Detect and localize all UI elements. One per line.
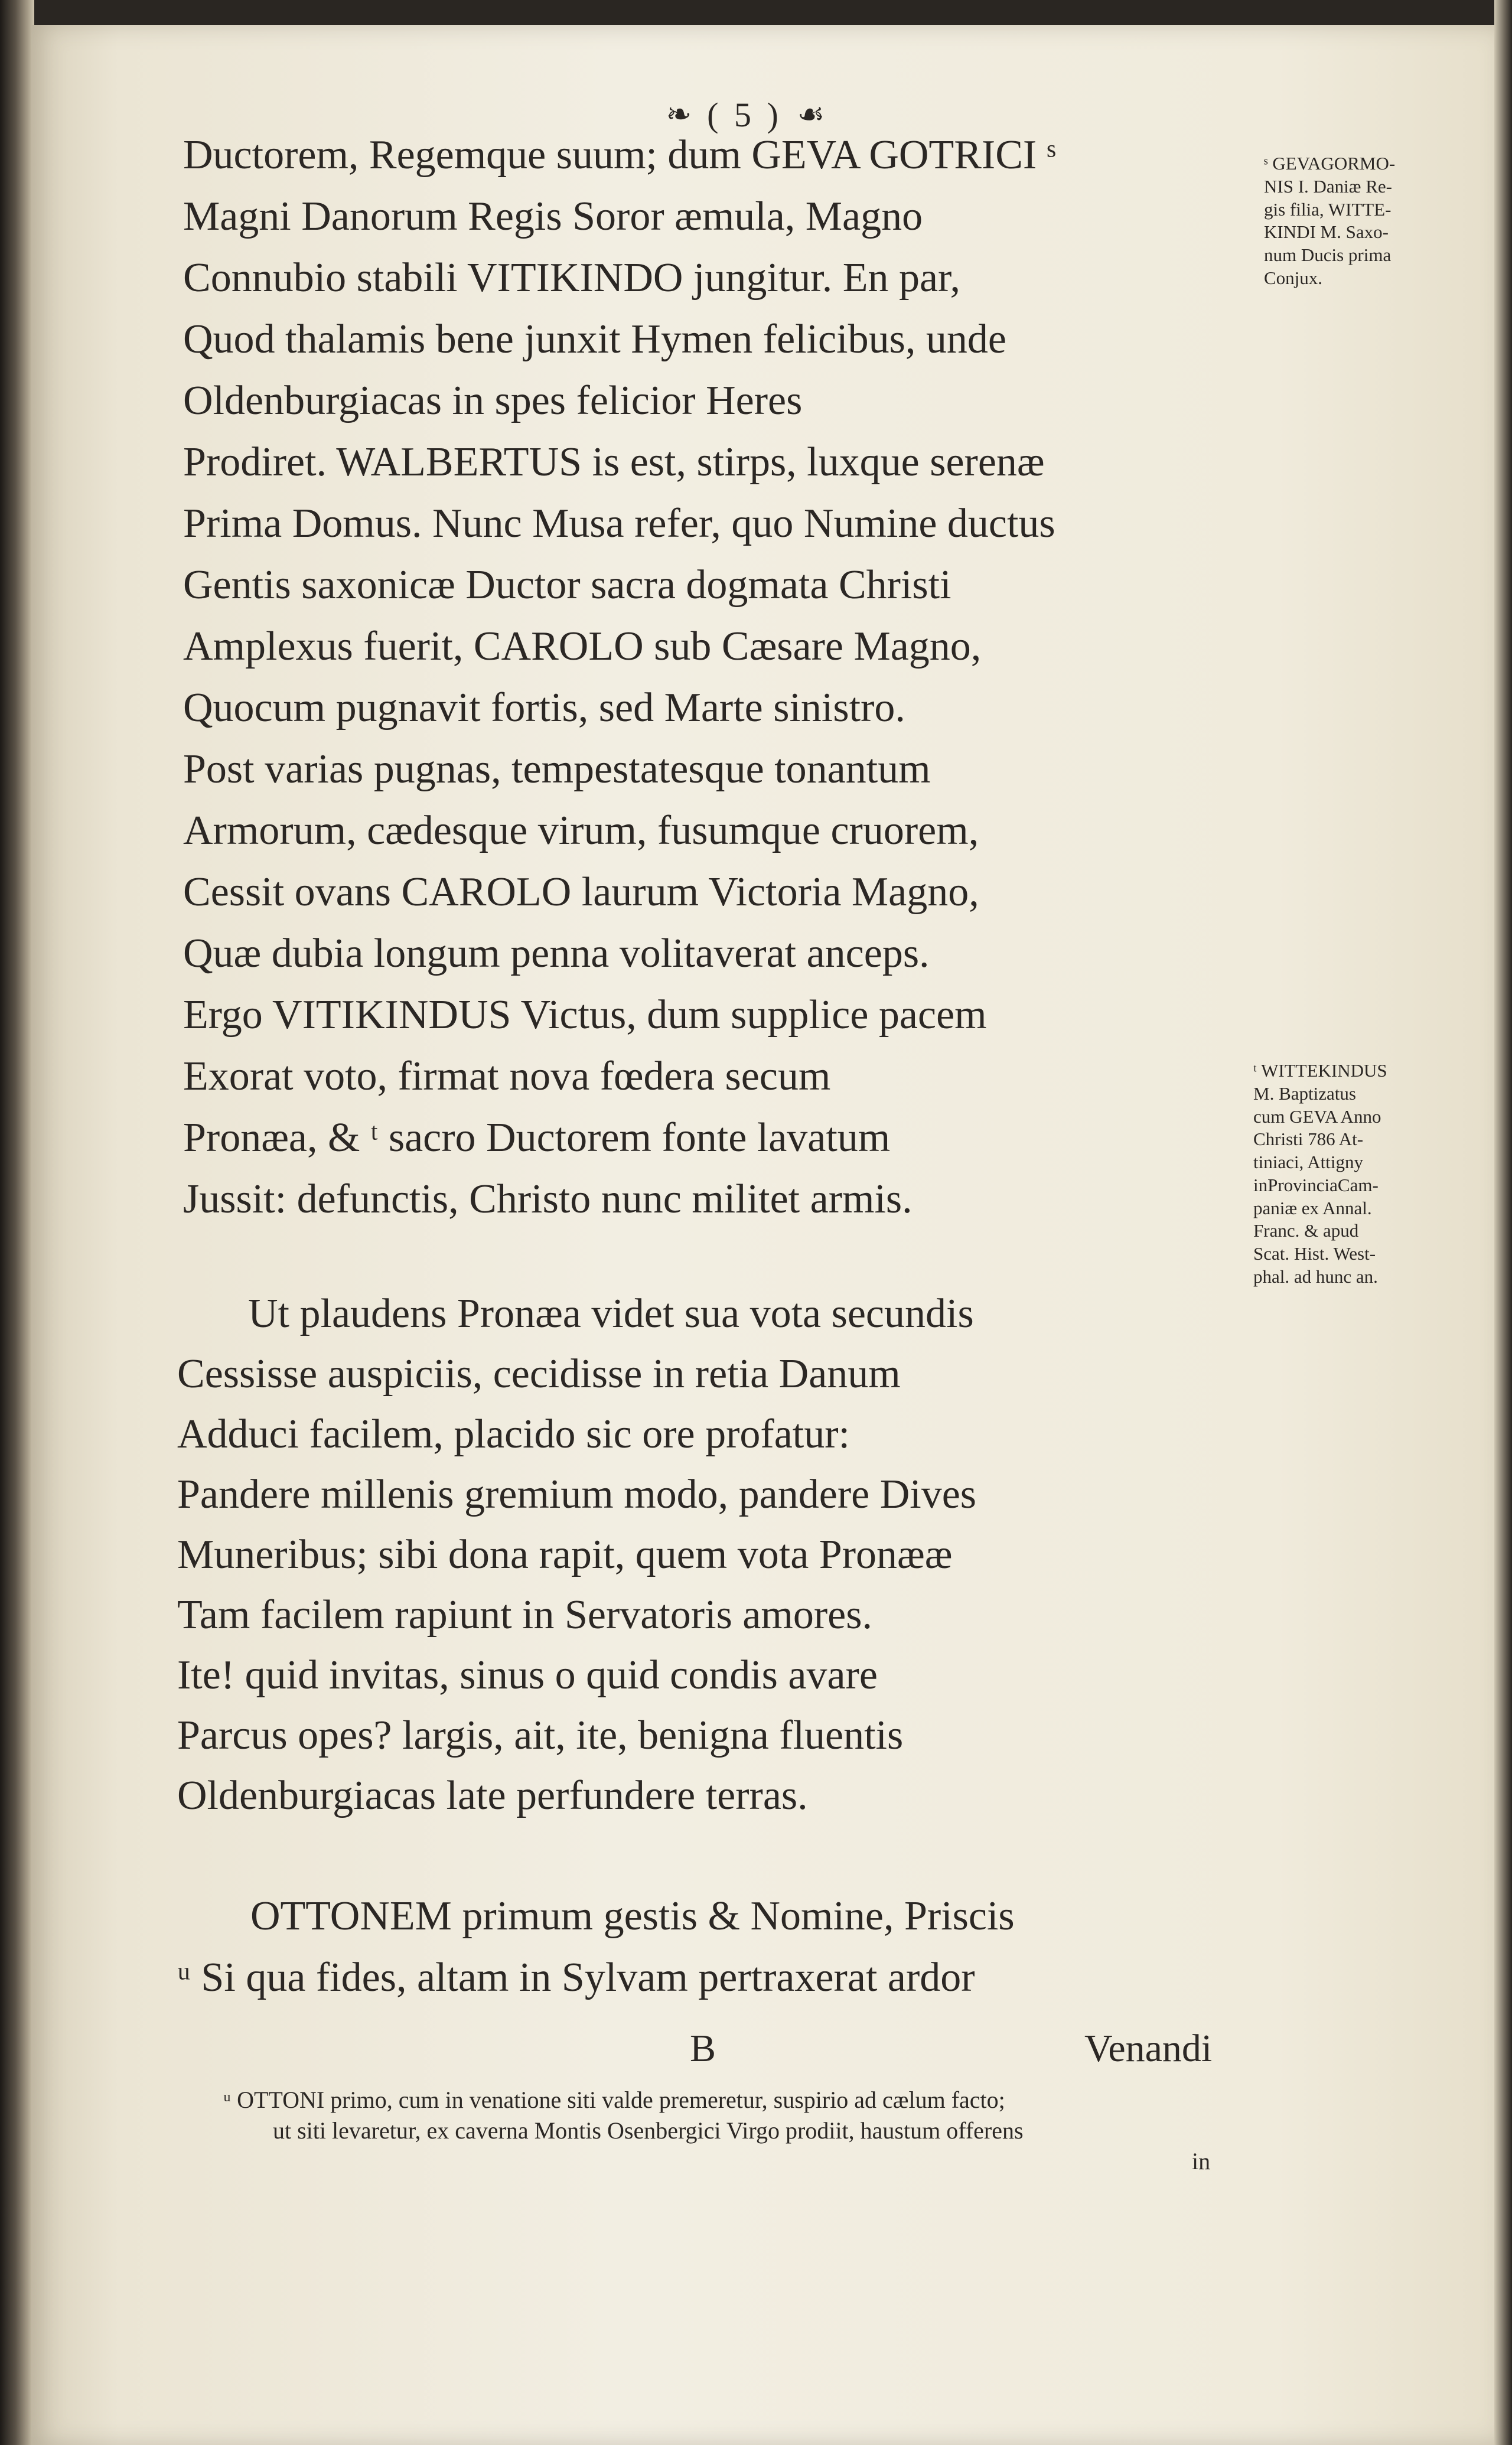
verse-line: Quod thalamis bene junxit Hymen felicibus, unde <box>183 317 1006 362</box>
side-note-line: ᵗ WITTEKINDUS <box>1253 1060 1387 1081</box>
side-note-line: NIS I. Daniæ Re- <box>1264 175 1392 197</box>
verse-line: Connubio stabili VITIKINDO jungitur. En par, <box>183 255 961 301</box>
verse-line: Tam facilem rapiunt in Servatoris amores. <box>177 1592 872 1638</box>
side-note-line: Scat. Hist. West- <box>1253 1243 1376 1264</box>
page-right-edge <box>1494 0 1512 2445</box>
verse-line: Parcus opes? largis, ait, ite, benigna fluentis <box>177 1713 904 1758</box>
side-note-s <box>1264 152 1395 290</box>
side-note-line: inProvinciaCam- <box>1253 1174 1379 1195</box>
side-note-line: tiniaci, Attigny <box>1253 1152 1363 1172</box>
verse-line: Cessisse auspiciis, cecidisse in retia Danum <box>177 1351 901 1397</box>
verse-line: Adduci facilem, placido sic ore profatur: <box>177 1411 850 1457</box>
side-note-line: Conjux. <box>1264 267 1323 288</box>
side-note-t <box>1253 1060 1387 1289</box>
verse-line: Post varias pugnas, tempestatesque tonantum <box>183 746 931 792</box>
signature-mark: B <box>690 2027 716 2070</box>
side-note-line: gis filia, WITTE- <box>1264 198 1392 220</box>
side-note-line: M. Baptizatus <box>1253 1083 1356 1104</box>
verse-line: Ergo VITIKINDUS Victus, dum supplice pacem <box>183 992 987 1038</box>
verse-line: Prodiret. WALBERTUS is est, stirps, luxque serenæ <box>183 439 1045 485</box>
footnote-line: ut siti levaretur, ex caverna Montis Osenbergici Virgo prodiit, haustum offerens <box>273 2117 1024 2144</box>
right-ornament: ☙ <box>797 98 825 132</box>
book-binding-gutter <box>0 0 34 2445</box>
footnote-line: in <box>1192 2148 1211 2175</box>
side-note-line: phal. ad hunc an. <box>1253 1266 1378 1287</box>
side-note-line: num Ducis prima <box>1264 244 1392 265</box>
footnote-line: ᵘ OTTONI primo, cum in venatione siti valde premeretur, suspirio ad cælum facto; <box>223 2087 1005 2113</box>
verse-line: Jussit: defunctis, Christo nunc militet armis. <box>183 1176 913 1222</box>
verse-line: Armorum, cædesque virum, fusumque cruorem, <box>183 808 979 853</box>
verse-line: Amplexus fuerit, CAROLO sub Cæsare Magno, <box>183 624 982 669</box>
verse-line: Ductorem, Regemque suum; dum GEVA GOTRICI ˢ <box>183 132 1056 178</box>
verse-line: Ut plaudens Pronæa videt sua vota secundis <box>248 1291 974 1336</box>
verse-line: Quocum pugnavit fortis, sed Marte sinistro. <box>183 685 905 731</box>
verse-line: Prima Domus. Nunc Musa refer, quo Numine ductus <box>183 501 1055 546</box>
verse-line: Exorat voto, firmat nova fœdera secum <box>183 1054 831 1099</box>
verse-line: Muneribus; sibi dona rapit, quem vota Pronææ <box>177 1532 953 1577</box>
verse-line: Gentis saxonicæ Ductor sacra dogmata Christi <box>183 562 951 608</box>
page-number: ( 5 ) <box>707 95 782 134</box>
catchword: Venandi <box>1084 2027 1213 2070</box>
side-note-line: Christi 786 At- <box>1253 1129 1364 1150</box>
left-ornament: ❧ <box>666 98 692 132</box>
verse-line: Pandere millenis gremium modo, pandere Dives <box>177 1472 977 1517</box>
side-note-line: ˢ GEVAGORMO- <box>1264 153 1396 174</box>
side-note-line: KINDI M. Saxo- <box>1264 221 1389 243</box>
side-note-line: cum GEVA Anno <box>1253 1106 1381 1127</box>
verse-line: Oldenburgiacas in spes felicior Heres <box>183 378 803 423</box>
verse-line: Cessit ovans CAROLO laurum Victoria Magno, <box>183 869 979 915</box>
verse-line: Quæ dubia longum penna volitaverat anceps. <box>183 931 930 976</box>
verse-line: Pronæa, & ᵗ sacro Ductorem fonte lavatum <box>183 1115 891 1160</box>
page-header <box>621 91 869 138</box>
book-page <box>31 25 1494 2445</box>
verse-line: OTTONEM primum gestis & Nomine, Priscis <box>250 1893 1015 1939</box>
side-note-line: paniæ ex Annal. <box>1253 1197 1372 1218</box>
verse-line: Ite! quid invitas, sinus o quid condis avare <box>177 1652 878 1698</box>
verse-line: Magni Danorum Regis Soror æmula, Magno <box>183 194 923 239</box>
side-note-line: Franc. & apud <box>1253 1220 1359 1241</box>
verse-line: Oldenburgiacas late perfundere terras. <box>177 1773 808 1818</box>
verse-line: ᵘ Si qua fides, altam in Sylvam pertraxerat ardor <box>177 1955 975 2000</box>
